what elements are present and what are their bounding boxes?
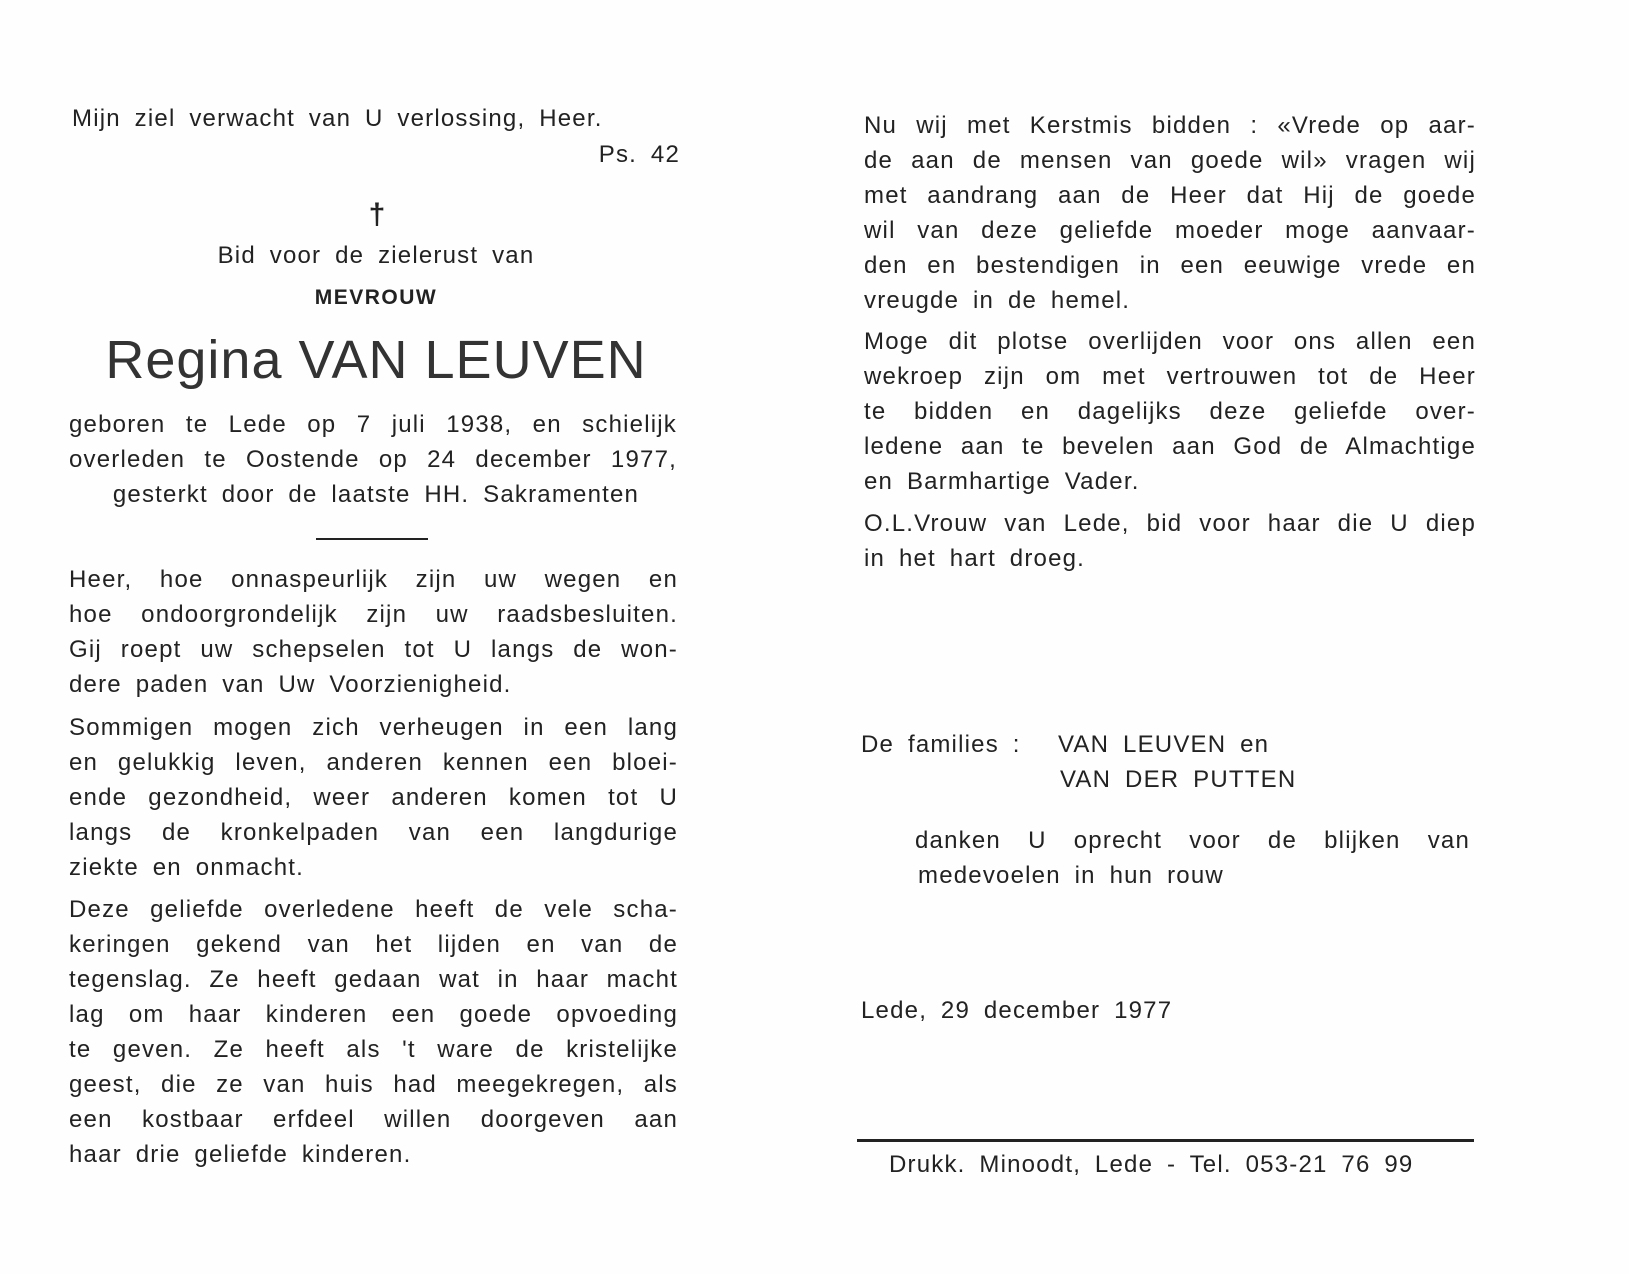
right-column: [861, 0, 1537, 1274]
place-date: Lede, 29 december 1977: [861, 997, 1173, 1024]
text-line: een kostbaar erfdeel willen doorgeven aan: [69, 1106, 678, 1133]
deceased-name: Regina VAN LEUVEN: [105, 330, 647, 390]
birth-line: overleden te Oostende op 24 december 1977,: [69, 446, 677, 473]
text-line: wekroep zijn om met vertrouwen tot de Heer: [864, 363, 1476, 390]
text-line: te geven. Ze heeft als 't ware de kristelijke: [69, 1036, 678, 1063]
text-line: Gij roept uw schepselen tot U langs de won-: [69, 636, 678, 663]
text-line: hoe ondoorgrondelijk zijn uw raadsbesluiten.: [69, 601, 678, 628]
thanks-line: medevoelen in hun rouw: [918, 862, 1224, 889]
text-line: geest, die ze van huis had meegekregen, als: [69, 1071, 678, 1098]
text-line: en Barmhartige Vader.: [864, 468, 1140, 495]
text-line: met aandrang aan de Heer dat Hij de goede: [864, 182, 1476, 209]
families-label: De families :: [861, 731, 1021, 758]
birth-line: gesterkt door de laatste HH. Sakramenten: [112, 481, 640, 508]
text-line: wil van deze geliefde moeder moge aanvaar-: [864, 217, 1476, 244]
text-line: den en bestendigen in een eeuwige vrede en: [864, 252, 1476, 279]
text-line: ledene aan te bevelen aan God de Almachtige: [864, 433, 1476, 460]
family-name: VAN DER PUTTEN: [1060, 766, 1297, 793]
printer-credit: Drukk. Minoodt, Lede - Tel. 053-21 76 99: [889, 1151, 1414, 1178]
text-line: en gelukkig leven, anderen kennen een bloei-: [69, 749, 678, 776]
text-line: tegenslag. Ze heeft gedaan wat in haar macht: [69, 966, 678, 993]
cross-icon: †: [368, 198, 386, 231]
title-mevrouw: MEVROUW: [314, 286, 438, 309]
pray-line: Bid voor de zielerust van: [217, 242, 535, 269]
family-name: VAN LEUVEN en: [1058, 731, 1270, 758]
text-line: te bidden en dagelijks deze geliefde over-: [864, 398, 1476, 425]
footer-rule: [857, 1139, 1474, 1142]
text-line: Moge dit plotse overlijden voor ons allen een: [864, 328, 1476, 355]
thanks-line: danken U oprecht voor de blijken van: [915, 827, 1470, 854]
text-line: dere paden van Uw Voorzienigheid.: [69, 671, 512, 698]
text-line: Heer, hoe onnaspeurlijk zijn uw wegen en: [69, 566, 678, 593]
psalm-quote: Mijn ziel verwacht van U verlossing, Heer.: [72, 105, 603, 132]
left-column: [69, 0, 708, 1274]
text-line: vreugde in de hemel.: [864, 287, 1131, 314]
text-line: Nu wij met Kerstmis bidden : «Vrede op aar-: [864, 112, 1476, 139]
text-line: Sommigen mogen zich verheugen in een lang: [69, 714, 678, 741]
text-line: lag om haar kinderen een goede opvoeding: [69, 1001, 678, 1028]
text-line: ende gezondheid, weer anderen komen tot U: [69, 784, 678, 811]
psalm-reference: Ps. 42: [598, 141, 680, 168]
birth-line: geboren te Lede op 7 juli 1938, en schielijk: [69, 411, 677, 438]
separator-rule: [316, 538, 428, 540]
text-line: in het hart droeg.: [864, 545, 1086, 572]
text-line: langs de kronkelpaden van een langdurige: [69, 819, 678, 846]
text-line: Deze geliefde overledene heeft de vele scha-: [69, 896, 678, 923]
text-line: haar drie geliefde kinderen.: [69, 1141, 412, 1168]
text-line: ziekte en onmacht.: [69, 854, 305, 881]
text-line: keringen gekend van het lijden en van de: [69, 931, 678, 958]
text-line: O.L.Vrouw van Lede, bid voor haar die U diep: [864, 510, 1476, 537]
text-line: de aan de mensen van goede wil» vragen wij: [864, 147, 1476, 174]
